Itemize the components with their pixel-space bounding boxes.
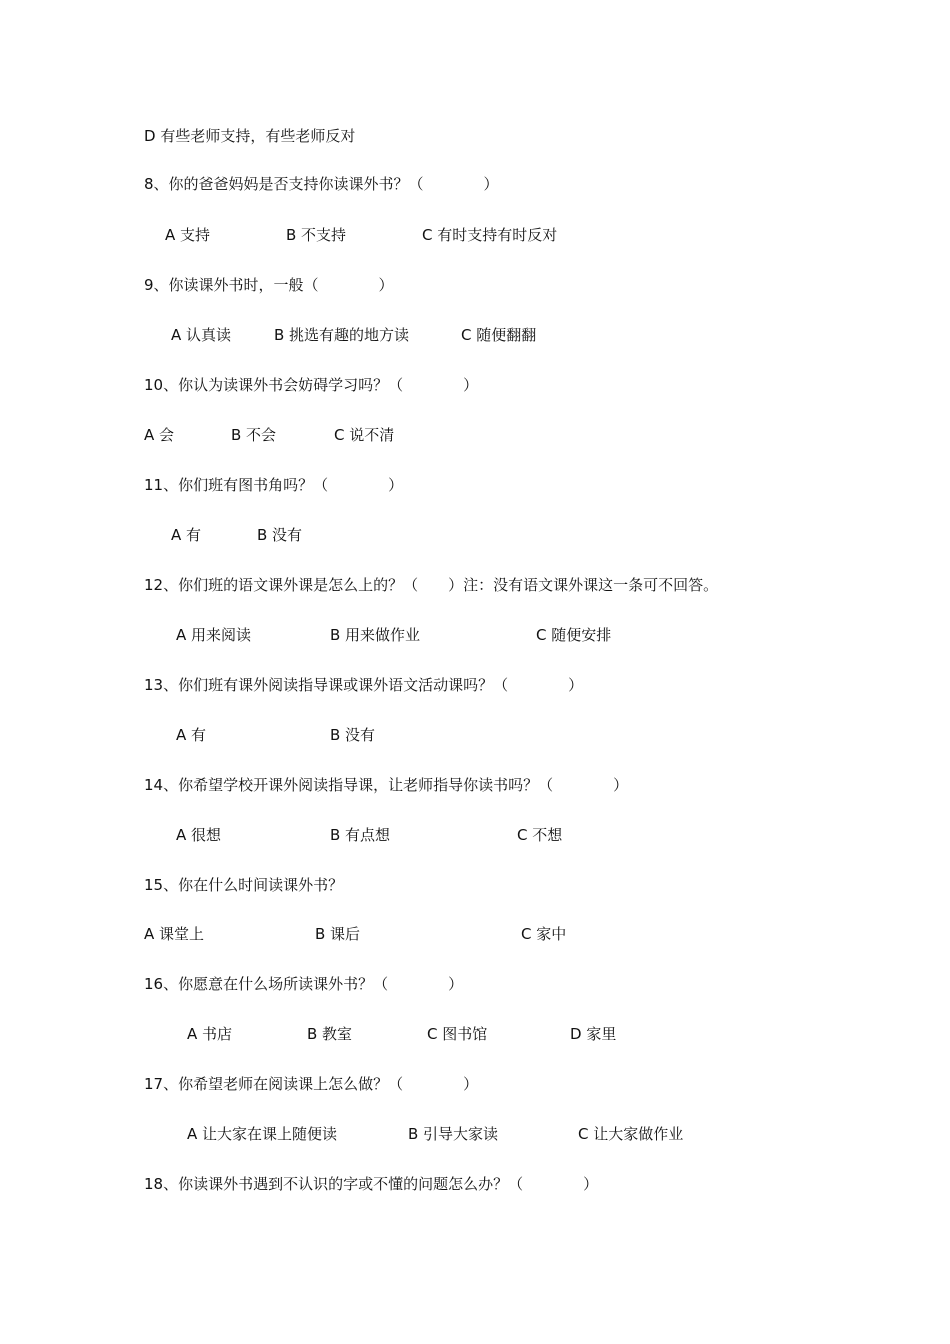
- q14-option-c: C 不想: [517, 826, 563, 844]
- question-13-text: 13、你们班有课外阅读指导课或课外语文活动课吗？（ ）: [144, 676, 584, 694]
- q17-option-c: C 让大家做作业: [578, 1125, 684, 1143]
- q17-option-a: A 让大家在课上随便读: [187, 1125, 338, 1143]
- q13-option-a: A 有: [176, 726, 207, 744]
- q8-option-b: B 不支持: [286, 226, 347, 244]
- question-15-text: 15、你在什么时间读课外书？: [144, 876, 344, 894]
- q10-option-b: B 不会: [231, 426, 277, 444]
- q17-option-b: B 引导大家读: [408, 1125, 499, 1143]
- q9-option-c: C 随便翻翻: [461, 326, 537, 344]
- q15-option-b: B 课后: [315, 925, 361, 943]
- question-11-text: 11、你们班有图书角吗？（ ）: [144, 476, 404, 494]
- q7-option-d: D 有些老师支持，有些老师反对: [144, 127, 356, 145]
- q12-option-b: B 用来做作业: [330, 626, 421, 644]
- q10-option-a: A 会: [144, 426, 175, 444]
- q13-option-b: B 没有: [330, 726, 376, 744]
- q12-option-c: C 随便安排: [536, 626, 612, 644]
- q11-option-a: A 有: [171, 526, 202, 544]
- q15-option-a: A 课堂上: [144, 925, 205, 943]
- question-18-text: 18、你读课外书遇到不认识的字或不懂的问题怎么办？（ ）: [144, 1175, 599, 1193]
- question-14-text: 14、你希望学校开课外阅读指导课，让老师指导你读书吗？（ ）: [144, 776, 629, 794]
- q9-option-a: A 认真读: [171, 326, 232, 344]
- question-12-text: 12、你们班的语文课外课是怎么上的？（ ）注：没有语文课外课这一条可不回答。: [144, 576, 719, 594]
- q15-option-c: C 家中: [521, 925, 567, 943]
- q16-option-a: A 书店: [187, 1025, 233, 1043]
- q16-option-c: C 图书馆: [427, 1025, 488, 1043]
- q10-option-c: C 说不清: [334, 426, 395, 444]
- q14-option-b: B 有点想: [330, 826, 391, 844]
- question-9-text: 9、你读课外书时，一般（ ）: [144, 276, 394, 294]
- q8-option-a: A 支持: [165, 226, 211, 244]
- q9-option-b: B 挑选有趣的地方读: [274, 326, 410, 344]
- question-10-text: 10、你认为读课外书会妨碍学习吗？（ ）: [144, 376, 479, 394]
- q11-option-b: B 没有: [257, 526, 303, 544]
- question-16-text: 16、你愿意在什么场所读课外书？（ ）: [144, 975, 464, 993]
- q16-option-d: D 家里: [570, 1025, 617, 1043]
- question-17-text: 17、你希望老师在阅读课上怎么做？（ ）: [144, 1075, 479, 1093]
- q8-option-c: C 有时支持有时反对: [422, 226, 558, 244]
- q16-option-b: B 教室: [307, 1025, 353, 1043]
- q14-option-a: A 很想: [176, 826, 222, 844]
- question-8-text: 8、你的爸爸妈妈是否支持你读课外书？（ ）: [144, 175, 499, 193]
- q12-option-a: A 用来阅读: [176, 626, 252, 644]
